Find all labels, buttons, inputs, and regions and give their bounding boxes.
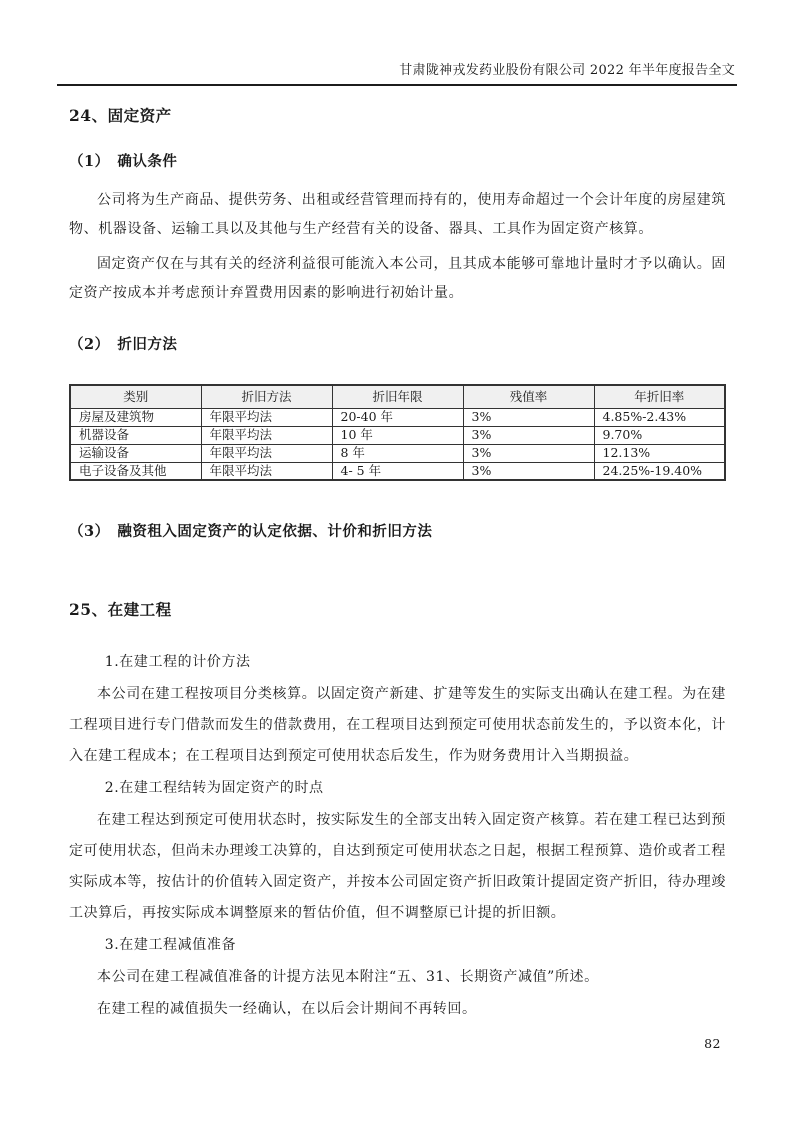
section-25-item-1-paragraph: 本公司在建工程按项目分类核算。以固定资产新建、扩建等发生的实际支出确认在建工程。为在建工程项目进行专门借款而发生的借款费用，在工程项目达到预定可使用状态前发生的，予以资本化，计入在建工程成本；在工程项目达到预定可使用状态后发生，作为财务费用计入当期损益。 <box>69 686 726 764</box>
section-25-item-3-title: 3.在建工程减值准备 <box>104 937 237 953</box>
column-header-residual-rate: 残值率 <box>463 385 594 408</box>
cell-method: 年限平均法 <box>201 462 332 480</box>
page-number: 82 <box>704 1036 721 1051</box>
section-25-item-3-paragraph-1: 本公司在建工程减值准备的计提方法见本附注“五、31、长期资产减值”所述。 <box>97 969 599 985</box>
cell-life: 4- 5 年 <box>332 462 463 480</box>
table-row <box>70 462 725 480</box>
cell-life: 10 年 <box>332 426 463 444</box>
document-header-title: 甘肃陇神戎发药业股份有限公司 2022 年半年度报告全文 <box>399 63 735 78</box>
cell-annual-rate: 4.85%-2.43% <box>594 408 725 426</box>
section-24-1-paragraph-1: 公司将为生产商品、提供劳务、出租或经营管理而持有的，使用寿命超过一个会计年度的房屋建筑物、机器设备、运输工具以及其他与生产经营有关的设备、器具、工具作为固定资产核算。 <box>69 192 726 237</box>
depreciation-table-header-row <box>70 385 725 408</box>
page-content <box>57 106 737 1025</box>
depreciation-table <box>69 384 726 481</box>
cell-residual-rate: 3% <box>463 408 594 426</box>
section-25-item-2-title: 2.在建工程结转为固定资产的时点 <box>104 780 324 796</box>
section-24-1-paragraph-2: 固定资产仅在与其有关的经济利益很可能流入本公司，且其成本能够可靠地计量时才予以确认。固定资产按成本并考虑预计弃置费用因素的影响进行初始计量。 <box>69 256 726 301</box>
section-25-item-1-title: 1.在建工程的计价方法 <box>104 654 251 670</box>
cell-residual-rate: 3% <box>463 462 594 480</box>
cell-category: 房屋及建筑物 <box>70 408 201 426</box>
table-row <box>70 408 725 426</box>
cell-category: 电子设备及其他 <box>70 462 201 480</box>
section-24-1-title: （1） 确认条件 <box>69 153 178 170</box>
cell-annual-rate: 9.70% <box>594 426 725 444</box>
cell-method: 年限平均法 <box>201 444 332 462</box>
section-25-item-3-paragraph-2: 在建工程的减值损失一经确认，在以后会计期间不再转回。 <box>97 1001 477 1017</box>
document-header <box>57 57 737 86</box>
table-row <box>70 444 725 462</box>
cell-annual-rate: 24.25%-19.40% <box>594 462 725 480</box>
cell-life: 20-40 年 <box>332 408 463 426</box>
cell-residual-rate: 3% <box>463 426 594 444</box>
cell-residual-rate: 3% <box>463 444 594 462</box>
column-header-life: 折旧年限 <box>332 385 463 408</box>
cell-category: 运输设备 <box>70 444 201 462</box>
cell-annual-rate: 12.13% <box>594 444 725 462</box>
column-header-annual-rate: 年折旧率 <box>594 385 725 408</box>
column-header-category: 类别 <box>70 385 201 408</box>
section-24-title: 24、固定资产 <box>69 106 172 125</box>
cell-category: 机器设备 <box>70 426 201 444</box>
section-24-2-title: （2） 折旧方法 <box>69 336 178 353</box>
table-row <box>70 426 725 444</box>
section-24-3-title: （3） 融资租入固定资产的认定依据、计价和折旧方法 <box>69 523 433 540</box>
cell-life: 8 年 <box>332 444 463 462</box>
cell-method: 年限平均法 <box>201 426 332 444</box>
column-header-method: 折旧方法 <box>201 385 332 408</box>
section-25-item-2-paragraph: 在建工程达到预定可使用状态时，按实际发生的全部支出转入固定资产核算。若在建工程已达到预定可使用状态，但尚未办理竣工决算的，自达到预定可使用状态之日起，根据工程预算、造价或者工程实际成本等，按估计的价值转入固定资产，并按本公司固定资产折旧政策计提固定资产折旧，待办理竣工决算后，再按实际成本调整原来的暂估价值，但不调整原已计提的折旧额。 <box>69 812 726 921</box>
cell-method: 年限平均法 <box>201 408 332 426</box>
section-25-title: 25、在建工程 <box>69 600 172 619</box>
